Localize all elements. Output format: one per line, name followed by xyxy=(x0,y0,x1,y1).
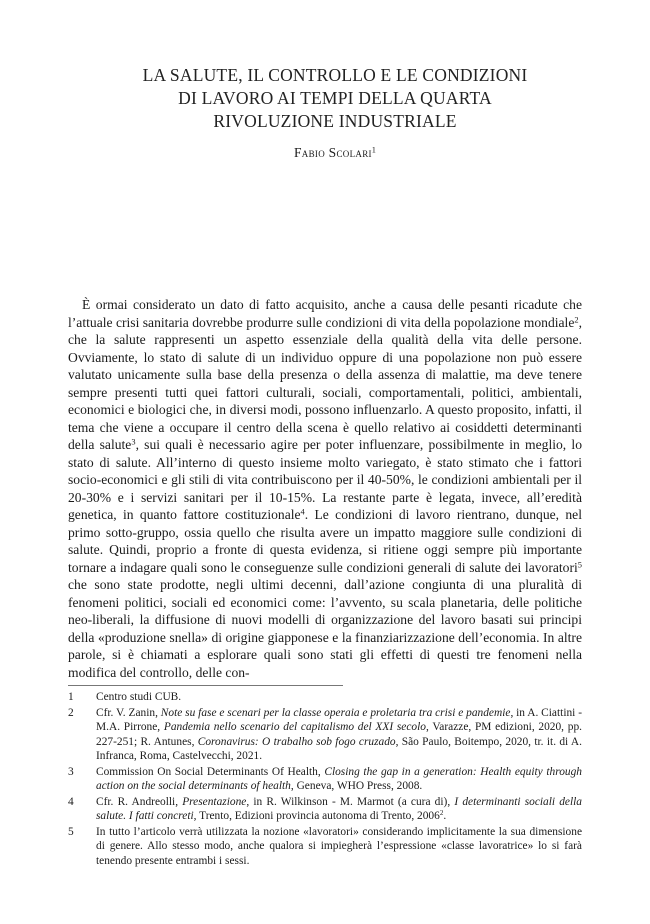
footnote-text xyxy=(96,706,582,764)
cited-title: I determinanti sociali della salute. I fatti concreti xyxy=(96,795,583,822)
footnote-text xyxy=(96,825,582,869)
footnote-text xyxy=(96,690,582,705)
footnote-text-part: Centro studi CUB. xyxy=(96,691,182,703)
footnote-1 xyxy=(68,690,582,705)
body-paragraph xyxy=(68,296,582,681)
cited-title: Note su fase e scenari per la classe operaia e proletaria tra crisi e pandemie xyxy=(160,706,511,719)
article-title xyxy=(80,64,590,133)
footnote-text-part: , Trento, Edizioni provincia autonoma di Trento, 2006 xyxy=(193,810,440,822)
title-line-3: RIVOLUZIONE INDUSTRIALE xyxy=(213,111,457,131)
footnote-ref-2: 2 xyxy=(574,313,579,324)
footnote-2 xyxy=(68,706,582,764)
footnote-3 xyxy=(68,765,582,794)
footnote-text-part: , Geneva, WHO Press, 2008. xyxy=(290,780,423,792)
footnote-ref-3: 3 xyxy=(131,436,136,447)
footnote-text-part: Cfr. V. Zanin, xyxy=(96,706,161,719)
footnote-text-part: Cfr. R. Andreolli, xyxy=(96,795,183,808)
body-text-2: , che la salute rappresenti un aspetto essenziale della qualità della vita delle persone. Ovviamente, lo stato di salute di un individuo oppure di una popolazione non può essere valutato unicamente sulla base della presenza o della assenza di malattie, ma deve tenere sempre presenti tutti quei fattori culturali, sociali, comportamentali, politici, ambientali, economici e biologici che, in diversi modi, possono influenzarlo. A questo proposito, infatti, il tema che viene a occupare il centro della scena è quello relativo ai cosiddetti determinanti della salute xyxy=(68,314,582,452)
author-line xyxy=(80,145,590,161)
footnote-separator xyxy=(68,685,343,686)
author-name: Fabio Scolari xyxy=(294,145,372,160)
footnote-text-part: In tutto l’articolo verrà utilizzata la nozione «lavoratori» considerando implicitamente la sua dimensione di genere. Allo stesso modo, anche qualora si impiegherà l’espressione «classe lavoratrice» lo si farà tenendo presente entrambi i sessi. xyxy=(96,825,582,867)
body-text xyxy=(68,296,582,681)
body-text-1: È ormai considerato un dato di fatto acquisito, anche a causa delle pesanti ricadute che l’attuale crisi sanitaria dovrebbe produrre sulle condizioni di vita della popolazione mondiale xyxy=(68,297,582,330)
edition-superscript: 2 xyxy=(439,809,444,818)
cited-title: Presentazione xyxy=(182,795,247,808)
title-line-1: LA SALUTE, IL CONTROLLO E LE CONDIZIONI xyxy=(142,65,528,85)
footnote-5 xyxy=(68,825,582,869)
body-text-4: . Le condizioni di lavoro rientrano, dunque, nel primo sotto-gruppo, ossia quello che risulta avere un impatto maggiore sulle condizioni di salute. Quindi, proprio a fronte di questa evidenza, si ritiene oggi sempre più importante tornare a indagare quali sono le conseguenze sulle condizioni generali di salute dei lavoratori xyxy=(68,507,582,575)
footnote-ref-5: 5 xyxy=(577,558,582,569)
footnote-number: 5 xyxy=(68,825,74,838)
footnote-ref-4: 4 xyxy=(300,506,305,517)
title-line-2: DI LAVORO AI TEMPI DELLA QUARTA xyxy=(178,88,492,108)
footnote-text-part: , in R. Wilkinson - M. Marmot (a cura di), xyxy=(246,795,455,808)
footnote-number: 2 xyxy=(68,706,74,719)
footnote-text-part: Commission On Social Determinants Of Health, xyxy=(96,765,325,778)
footnote-4 xyxy=(68,795,582,824)
footnote-number: 4 xyxy=(68,795,74,808)
cited-title: Closing the gap in a generation: Health equity through action on the social determinants of health xyxy=(96,765,582,792)
footnote-text-part: . xyxy=(443,810,447,822)
footnote-text-part: , in A. Ciattini - M.A. Pirrone, xyxy=(96,706,582,733)
footnotes xyxy=(68,690,582,869)
footnote-text xyxy=(96,795,582,824)
author-footnote-ref: 1 xyxy=(371,145,376,155)
cited-title: Coronavirus: O trabalho sob fogo cruzado xyxy=(197,735,396,748)
footnote-text-part: , Varazze, PM edizioni, 2020, pp. 227-251; R. Antunes, xyxy=(96,721,582,748)
body-text-3: , sui quali è necessario agire per poter influenzare, possibilmente in meglio, lo stato di salute. All’interno di questo insieme molto variegato, è stato stimato che i fattori socio-economici e gli stili di vita contribuiscono per il 40-50%, le condizioni ambientali per il 20-30% e i servizi sanitari per il 10-15%. La restante parte è legata, invece, all’eredità genetica, in quanto fattore costituzionale xyxy=(68,437,582,522)
footnote-text-part: , São Paulo, Boitempo, 2020, tr. it. di A. Infranca, Roma, Castelvecchi, 2021. xyxy=(96,735,582,762)
body-text-5: che sono state prodotte, negli ultimi decenni, dall’azione congiunta di una pluralità di fenomeni politici, sociali ed economici come: l’avvento, su scala planetaria, delle politiche neo-liberali, la diffusione di nuovi modelli di organizzazione del lavoro basati sui principi della «produzione snella» di origine giapponese e la finanziarizzazione dell’economia. In altre parole, si è chiamati a esplorare quali sono stati gli effetti di questi tre fenomeni nella modifica del controllo, delle con- xyxy=(68,577,582,680)
footnote-text xyxy=(96,765,582,794)
footnote-number: 1 xyxy=(68,691,74,703)
cited-title: Pandemia nello scenario del capitalismo del XXI secolo xyxy=(163,721,426,733)
footnote-number: 3 xyxy=(68,765,74,778)
